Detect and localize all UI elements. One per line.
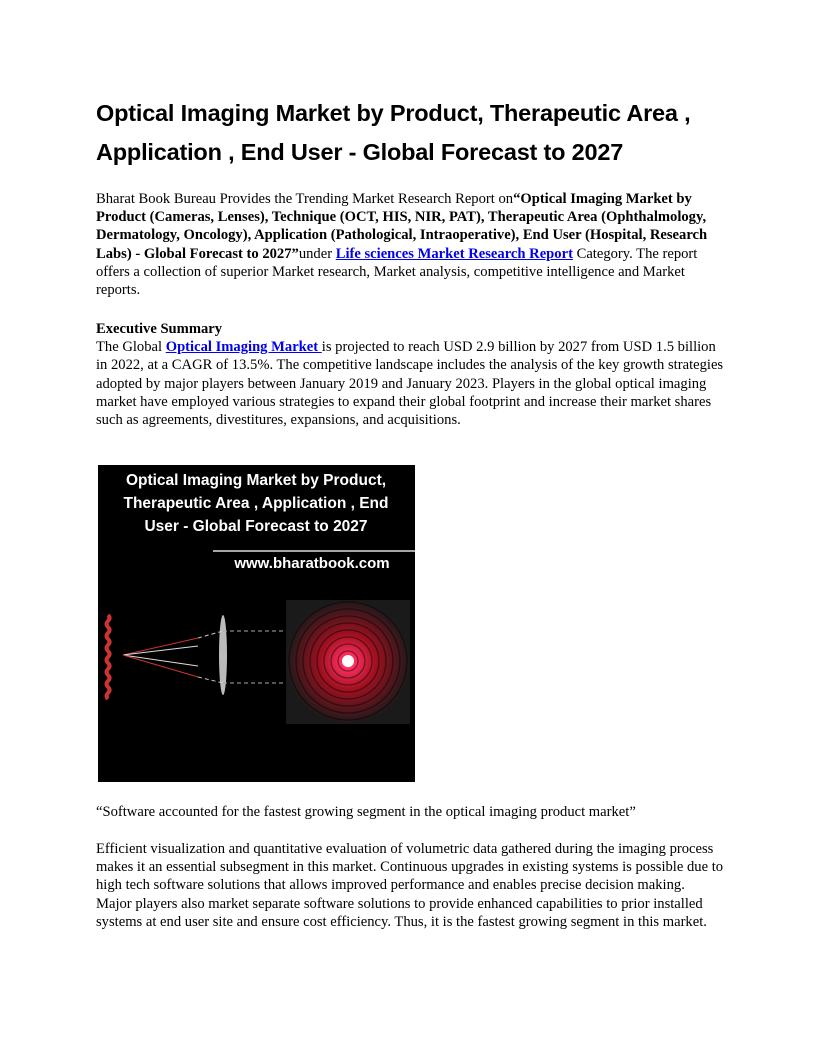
- executive-summary: [96, 320, 724, 429]
- page-title: Optical Imaging Market by Product, Therapeutic Area , Application , End User - Global Forecast to 2027: [96, 100, 691, 165]
- report-banner-image: [98, 465, 415, 782]
- intro-paragraph: [96, 190, 724, 299]
- focal-spot: [342, 655, 354, 667]
- intro-text-3: Category. The report offers a collection of superior Market research, Market analysis, competitive intelligence and Market reports.: [96, 245, 698, 299]
- report-title-bold: “Optical Imaging Market by Product (Cameras, Lenses), Technique (OCT, HIS, NIR, PAT), Therapeutic Area (Ophthalmology, Dermatology, Oncology), Application (Pathological, Intraoperative), End User (Hospital, Research Labs) - Global Forecast to 2027”: [96, 191, 708, 262]
- section-heading: Executive Summary: [96, 321, 223, 337]
- light-source-wave: [107, 615, 110, 699]
- banner-line-2: Therapeutic Area , Application , End: [123, 495, 389, 512]
- body-paragraph: Efficient visualization and quantitative evaluation of volumetric data gathered during the imaging process makes it an essential subsegment in this market. Continuous upgrades in existing systems is possible due to high tech software solutions that allows improved performance and enables precise decision making. Major players also market separate software solutions to provide enhanced capabilities to prior installed systems at end user site and ensure cost efficiency. Thus, it is the fastest growing segment in this market.: [96, 841, 724, 930]
- quote-text: “Software accounted for the fastest growing segment in the optical imaging product market”: [96, 804, 636, 820]
- intro-text-2: under: [298, 245, 336, 262]
- intro-text: Bharat Book Bureau Provides the Trending Market Research Report on: [96, 191, 514, 207]
- life-sciences-link[interactable]: Life sciences Market Research Report: [335, 245, 573, 262]
- summary-text: The Global: [96, 339, 166, 356]
- banner-line-3: User - Global Forecast to 2027: [144, 518, 368, 535]
- optical-imaging-market-link[interactable]: Optical Imaging Market: [165, 339, 322, 356]
- banner-line-1: Optical Imaging Market by Product,: [125, 472, 387, 489]
- summary-text-2: is projected to reach USD 2.9 billion by 2027 from USD 1.5 billion in 2022, at a CAGR of 13.5%. The competitive landscape includes the analysis of the key growth strategies adopted by major players between January 2019 and January 2023. Players in the global optical imaging market have employed various strategies to expand their global footprint and increase their market shares such as agreements, divestitures, expansions, and acquisitions.: [96, 339, 724, 429]
- banner-website: www.bharatbook.com: [234, 555, 390, 572]
- light-rays: [123, 631, 283, 683]
